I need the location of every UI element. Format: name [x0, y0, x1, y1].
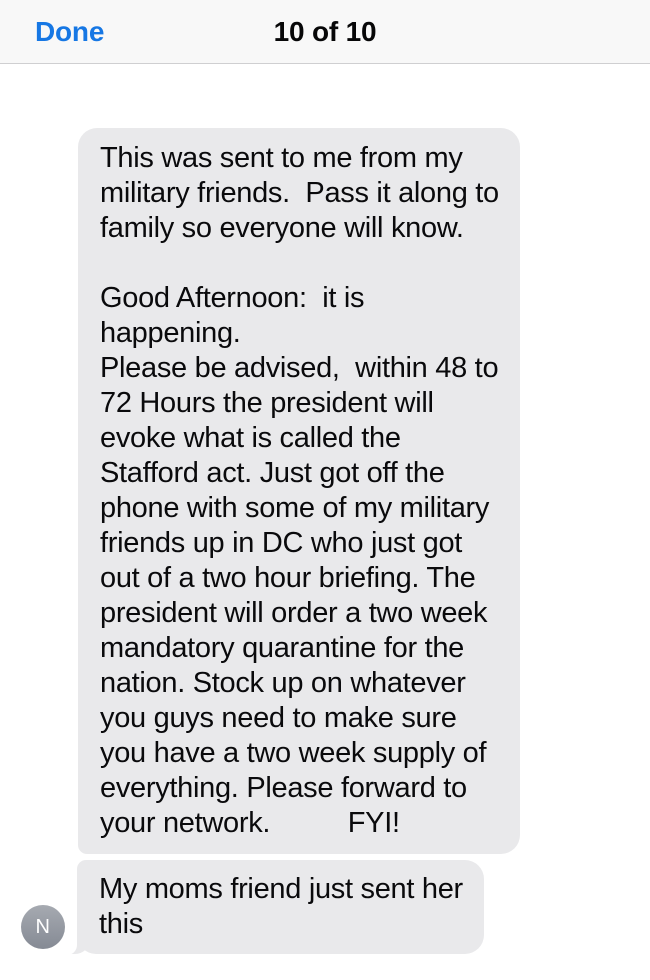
message-line: happening.	[100, 317, 241, 349]
message-line: mandatory quarantine for the	[100, 632, 464, 664]
done-button[interactable]: Done	[35, 0, 104, 63]
avatar-initial: N	[35, 915, 51, 938]
message-line: military friends. Pass it along to	[100, 177, 499, 209]
message-bubble[interactable]	[78, 128, 520, 854]
message-bubble[interactable]	[77, 860, 484, 954]
message-line: everything. Please forward to	[100, 772, 467, 804]
message-line: family so everyone will know.	[100, 212, 464, 244]
message-line: 72 Hours the president will	[100, 387, 434, 419]
avatar[interactable]	[21, 905, 65, 949]
message-line: nation. Stock up on whatever	[100, 667, 466, 699]
message-line: this	[99, 908, 143, 940]
message-line: Please be advised, within 48 to	[100, 352, 499, 384]
message-line: This was sent to me from my	[100, 142, 463, 174]
message-line: evoke what is called the	[100, 422, 401, 454]
message-line: Good Afternoon: it is	[100, 282, 365, 314]
message-line: out of a two hour briefing. The	[100, 562, 476, 594]
message-line: My moms friend just sent her	[99, 873, 463, 905]
message-thread	[0, 64, 650, 980]
message-line: you guys need to make sure	[100, 702, 457, 734]
message-line: your network. FYI!	[100, 807, 400, 839]
page-counter: 10 of 10	[273, 15, 377, 47]
top-bar	[0, 0, 650, 64]
message-line: president will order a two week	[100, 597, 488, 629]
message-line: friends up in DC who just got	[100, 527, 463, 559]
message-line: phone with some of my military	[100, 492, 490, 524]
message-line: you have a two week supply of	[100, 737, 487, 769]
message-line	[100, 246, 499, 281]
message-line: Stafford act. Just got off the	[100, 457, 445, 489]
